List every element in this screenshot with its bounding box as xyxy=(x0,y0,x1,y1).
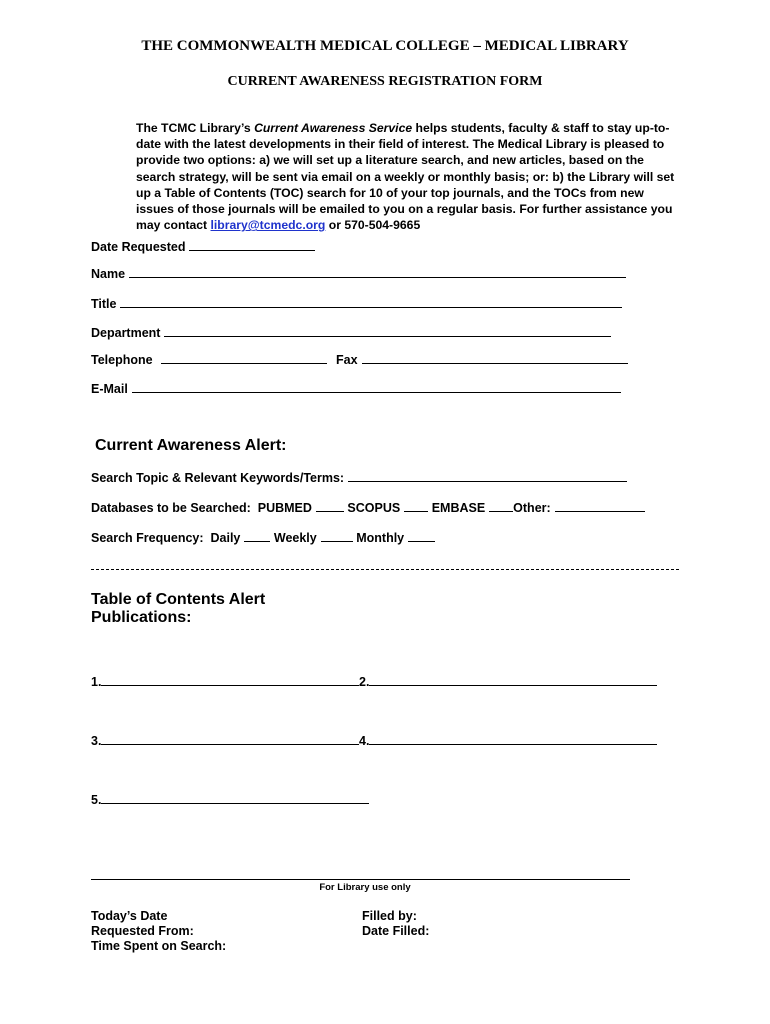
pubmed-label: PUBMED xyxy=(257,501,312,515)
date-filled-label: Date Filled: xyxy=(362,924,430,938)
title-label: Title xyxy=(91,297,117,311)
publication-4-row xyxy=(359,734,657,748)
daily-label: Daily xyxy=(210,531,241,545)
section-divider xyxy=(91,569,679,570)
embase-line[interactable] xyxy=(489,510,513,512)
college-title: THE COMMONWEALTH MEDICAL COLLEGE – MEDICAL LIBRARY xyxy=(141,38,629,54)
search-topic-row xyxy=(91,471,627,485)
monthly-line[interactable] xyxy=(408,540,435,542)
telephone-line[interactable] xyxy=(161,362,327,364)
scopus-label: SCOPUS xyxy=(347,501,401,515)
monthly-label: Monthly xyxy=(356,531,405,545)
publication-3-number: 3. xyxy=(91,734,102,748)
time-spent-label: Time Spent on Search: xyxy=(91,939,227,953)
publication-2-number: 2. xyxy=(359,675,370,689)
library-use-label: For Library use only xyxy=(319,882,411,893)
publication-4-line[interactable] xyxy=(369,743,657,745)
publication-4-number: 4. xyxy=(359,734,370,748)
search-topic-line[interactable] xyxy=(348,480,627,482)
department-label: Department xyxy=(91,326,161,340)
toc-heading-1: Table of Contents Alert xyxy=(91,591,266,608)
title-row xyxy=(91,297,622,311)
fax-line[interactable] xyxy=(362,362,628,364)
publication-5-line[interactable] xyxy=(101,802,369,804)
email-line[interactable] xyxy=(132,391,621,393)
service-name: Current Awareness Service xyxy=(254,121,413,135)
publication-1-row xyxy=(91,675,359,689)
library-email-link[interactable]: library@tcmedc.org xyxy=(210,218,326,233)
filled-by-label: Filled by: xyxy=(362,909,417,923)
publication-3-row xyxy=(91,734,359,748)
telephone-row xyxy=(91,353,327,367)
requested-from-label: Requested From: xyxy=(91,924,194,938)
publication-5-row xyxy=(91,793,369,807)
telephone-label: Telephone xyxy=(91,353,153,367)
frequency-label: Search Frequency: xyxy=(91,531,204,545)
weekly-label: Weekly xyxy=(273,531,317,545)
title-line[interactable] xyxy=(120,306,622,308)
pubmed-line[interactable] xyxy=(316,510,344,512)
date-requested-row xyxy=(91,240,315,254)
email-label: E-Mail xyxy=(91,382,128,396)
todays-date-label: Today’s Date xyxy=(91,909,168,923)
publication-3-line[interactable] xyxy=(101,743,359,745)
fax-row xyxy=(336,353,628,367)
other-label: Other: xyxy=(513,501,551,515)
alert-heading: Current Awareness Alert: xyxy=(95,437,287,454)
publication-1-line[interactable] xyxy=(101,684,359,686)
publication-1-number: 1. xyxy=(91,675,102,689)
frequency-row xyxy=(91,531,435,545)
embase-label: EMBASE xyxy=(431,501,486,515)
email-row xyxy=(91,382,621,396)
publication-5-number: 5. xyxy=(91,793,102,807)
databases-row xyxy=(91,501,645,515)
other-line[interactable] xyxy=(555,510,645,512)
scopus-line[interactable] xyxy=(404,510,428,512)
publication-2-row xyxy=(359,675,657,689)
intro-paragraph xyxy=(136,120,684,233)
publication-2-line[interactable] xyxy=(369,684,657,686)
department-row xyxy=(91,326,611,340)
fax-label: Fax xyxy=(336,353,358,367)
name-label: Name xyxy=(91,267,126,281)
department-line[interactable] xyxy=(164,335,611,337)
databases-label: Databases to be Searched: xyxy=(91,501,251,515)
intro-text-2: helps students, faculty & staff to stay up-to-date with the latest developments in their field of interest. The Medical Library is pleased to provide two options: a) we will set up a literature search, and new articles, based on the search strategy, will be sent via email on a weekly or monthly basis; or: b) the Library will set up a Table of Contents (TOC) search for 10 of your top journals, and the TOCs from new issues of those journals will be emailed to you on a regular basis. For further assistance you may contact xyxy=(136,121,675,233)
intro-text-3: or 570-504-9665 xyxy=(325,218,421,233)
library-use-rule xyxy=(91,879,630,880)
date-requested-label: Date Requested xyxy=(91,240,186,254)
date-requested-line[interactable] xyxy=(189,249,315,251)
weekly-line[interactable] xyxy=(321,540,353,542)
daily-line[interactable] xyxy=(244,540,270,542)
search-topic-label: Search Topic & Relevant Keywords/Terms: xyxy=(91,471,345,485)
name-line[interactable] xyxy=(129,276,626,278)
name-row xyxy=(91,267,626,281)
form-title: CURRENT AWARENESS REGISTRATION FORM xyxy=(227,74,543,89)
intro-text-1: The TCMC Library’s xyxy=(136,121,255,135)
toc-heading-2: Publications: xyxy=(91,609,192,626)
